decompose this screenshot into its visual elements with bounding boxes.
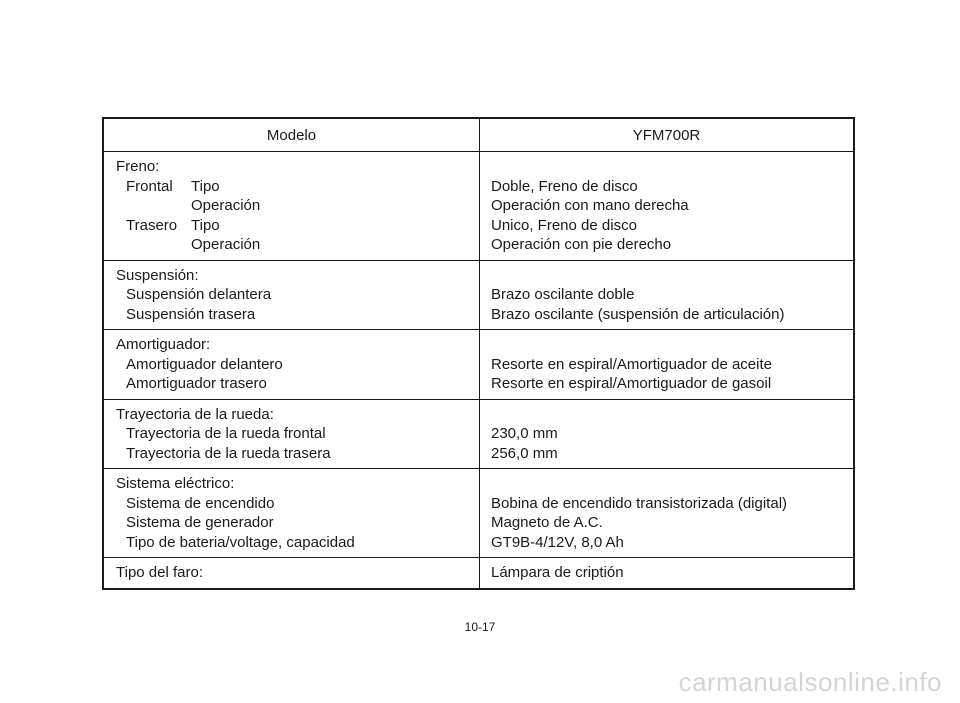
rear-brake-type-label: Tipo <box>191 216 220 234</box>
front-brake-type-label: Tipo <box>191 177 220 195</box>
generator-system-value: Magneto de A.C. <box>491 514 603 531</box>
wheel-travel-row <box>104 399 853 469</box>
headlight-labels <box>104 558 480 588</box>
shock-labels <box>104 330 480 399</box>
front-brake-operation-label: Operación <box>191 197 261 214</box>
front-brake-group-label: Frontal <box>126 177 173 195</box>
shock-row <box>104 329 853 399</box>
header-model-label: Modelo <box>104 119 480 151</box>
electrical-labels <box>104 469 480 557</box>
rear-brake-operation-value: Operación con pie derecho <box>491 236 672 253</box>
rear-shock-value: Resorte en espiral/Amortiguador de gasoil <box>491 375 772 392</box>
suspension-labels <box>104 261 480 330</box>
brakes-values <box>480 152 853 260</box>
suspension-heading: Suspensión: <box>116 266 199 284</box>
front-brake-operation-line <box>116 196 479 216</box>
rear-brake-operation-line <box>116 235 479 255</box>
wheel-travel-labels <box>104 400 480 469</box>
front-brake-type-line <box>116 177 479 197</box>
ignition-system-value: Bobina de encendido transistorizada (digital) <box>491 494 788 512</box>
front-wheel-travel-value: 230,0 mm <box>491 425 558 442</box>
header-model-value: YFM700R <box>632 127 701 144</box>
battery-label: Tipo de bateria/voltage, capacidad <box>126 533 355 551</box>
electrical-row <box>104 468 853 557</box>
rear-wheel-travel-label: Trayectoria de la rueda trasera <box>126 444 331 462</box>
brakes-labels <box>104 152 480 260</box>
rear-suspension-label: Suspensión trasera <box>126 305 256 323</box>
shock-heading: Amortiguador: <box>116 336 211 353</box>
electrical-heading: Sistema eléctrico: <box>116 475 235 492</box>
headlight-value: Lámpara de criptión <box>491 564 624 581</box>
brakes-row <box>104 151 853 260</box>
battery-value: GT9B-4/12V, 8,0 Ah <box>491 533 624 551</box>
generator-system-label: Sistema de generador <box>126 514 274 531</box>
wheel-travel-values <box>480 400 853 469</box>
rear-brake-type-value: Unico, Freno de disco <box>491 216 637 234</box>
brakes-heading: Freno: <box>116 158 160 175</box>
wheel-travel-heading: Trayectoria de la rueda: <box>116 405 274 423</box>
front-brake-operation-value: Operación con mano derecha <box>491 197 689 214</box>
front-suspension-label: Suspensión delantera <box>126 286 272 303</box>
suspension-values <box>480 261 853 330</box>
page-number: 10-17 <box>464 620 496 634</box>
suspension-row <box>104 260 853 330</box>
front-shock-label: Amortiguador delantero <box>126 355 283 373</box>
front-suspension-value: Brazo oscilante doble <box>491 286 635 303</box>
table-header-row <box>104 119 853 151</box>
spec-table <box>102 117 855 590</box>
rear-brake-group-label: Trasero <box>126 216 178 234</box>
headlight-values <box>480 558 853 588</box>
rear-shock-label: Amortiguador trasero <box>126 375 267 392</box>
rear-suspension-value: Brazo oscilante (suspensión de articulación) <box>491 305 785 323</box>
front-shock-value: Resorte en espiral/Amortiguador de aceite <box>491 355 772 373</box>
headlight-row <box>104 557 853 588</box>
electrical-values <box>480 469 853 557</box>
front-brake-type-value: Doble, Freno de disco <box>491 177 638 195</box>
rear-wheel-travel-value: 256,0 mm <box>491 444 558 462</box>
ignition-system-label: Sistema de encendido <box>126 494 275 512</box>
rear-brake-operation-label: Operación <box>191 236 261 253</box>
watermark: carmanualsonline.info <box>678 667 942 697</box>
shock-values <box>480 330 853 399</box>
headlight-label: Tipo del faro: <box>116 564 203 581</box>
front-wheel-travel-label: Trayectoria de la rueda frontal <box>126 425 326 442</box>
rear-brake-type-line <box>116 216 479 236</box>
